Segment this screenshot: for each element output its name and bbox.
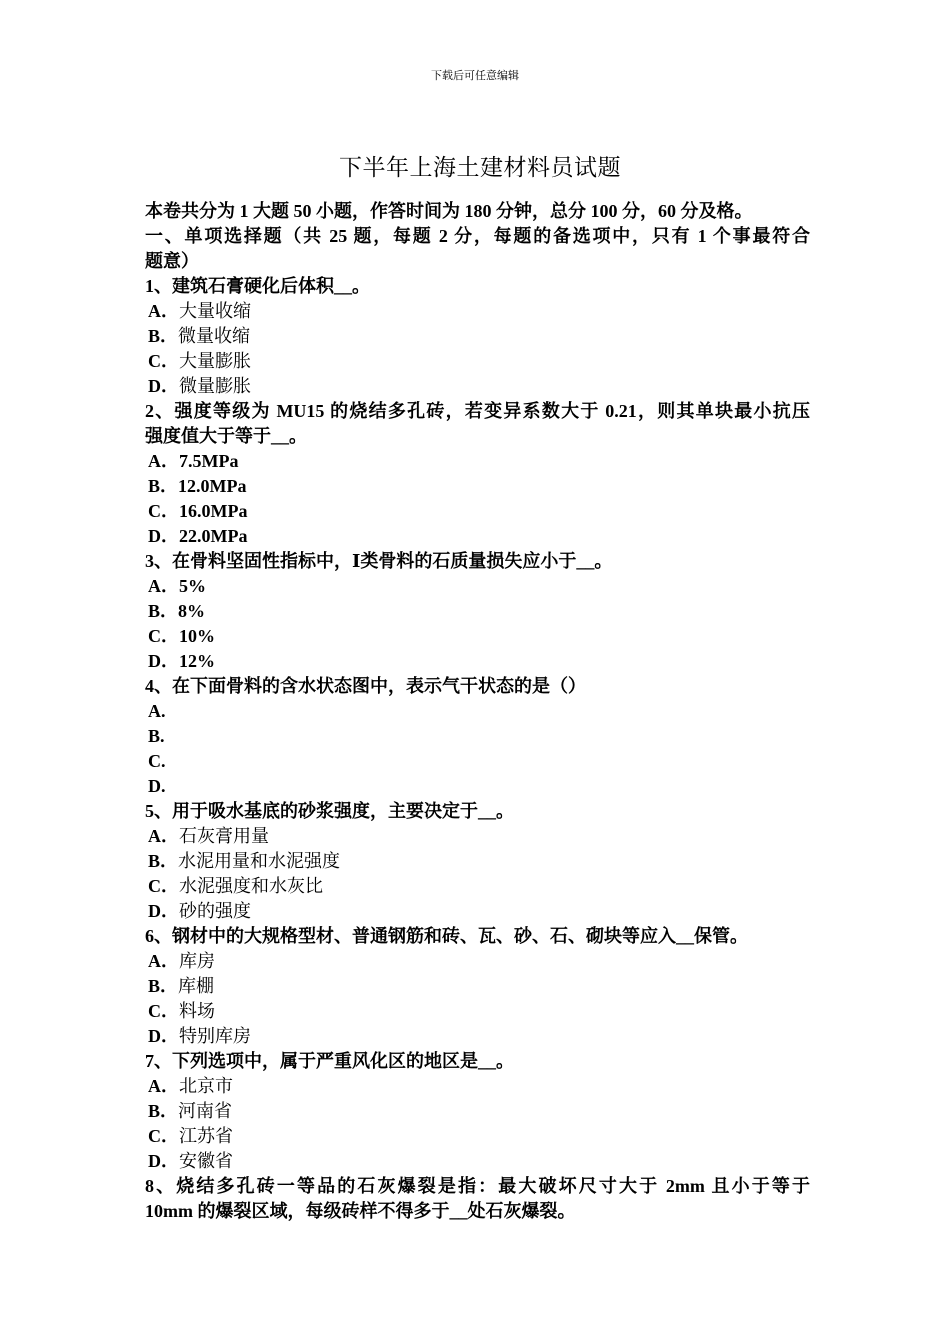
option-letter: D．	[148, 1026, 179, 1046]
option-text: 12%	[179, 651, 215, 671]
option-a	[145, 449, 810, 474]
option-letter: A．	[148, 951, 179, 971]
option-text: 安徽省	[179, 1151, 233, 1171]
option-text: 微量膨胀	[179, 376, 251, 396]
option-letter: B.	[148, 726, 165, 746]
option-letter: C．	[148, 626, 179, 646]
option-text: 7.5MPa	[179, 451, 239, 471]
option-text: 江苏省	[179, 1126, 233, 1146]
option-letter: A．	[148, 451, 179, 471]
option-text: 大量膨胀	[179, 351, 251, 371]
option-text: 特别库房	[179, 1026, 251, 1046]
question-3	[145, 549, 810, 674]
option-text: 22.0MPa	[179, 526, 248, 546]
question-stem: 3、在骨料坚固性指标中，Ⅰ类骨料的石质量损失应小于__。	[145, 551, 613, 571]
option-letter: D．	[148, 1151, 179, 1171]
option-c	[145, 999, 810, 1024]
option-letter: B．	[148, 601, 179, 621]
option-letter: D．	[148, 651, 179, 671]
option-text: 8%	[178, 601, 206, 621]
option-letter: B．	[148, 851, 179, 871]
option-c	[145, 1124, 810, 1149]
option-c	[145, 349, 810, 374]
option-text: 河南省	[178, 1101, 233, 1121]
question-stem: 1、建筑石膏硬化后体积__。	[145, 276, 370, 296]
question-6	[145, 924, 810, 1049]
question-stem: 2、强度等级为 MU15 的烧结多孔砖，若变异系数大于 0.21，则其单块最小抗压	[145, 401, 810, 421]
option-letter: B．	[148, 326, 179, 346]
option-letter: D．	[148, 901, 179, 921]
option-d	[145, 1149, 810, 1174]
option-text: 5%	[179, 576, 206, 596]
option-letter: C．	[148, 1001, 179, 1021]
exam-intro: 本卷共分为 1 大题 50 小题，作答时间为 180 分钟，总分 100 分，60 分及格。	[145, 201, 753, 221]
option-a	[145, 1074, 810, 1099]
option-text: 库棚	[178, 976, 215, 996]
question-4	[145, 674, 810, 799]
option-letter: C．	[148, 1126, 179, 1146]
option-text: 10%	[179, 626, 215, 646]
option-c	[145, 499, 810, 524]
option-c	[145, 624, 810, 649]
option-d	[145, 774, 810, 799]
question-stem: 5、用于吸水基底的砂浆强度，主要决定于__。	[145, 801, 514, 821]
option-letter: C．	[148, 351, 179, 371]
option-b	[145, 974, 810, 999]
option-b	[145, 324, 810, 349]
option-d	[145, 649, 810, 674]
option-text: 砂的强度	[179, 901, 251, 921]
option-b	[145, 1099, 810, 1124]
option-letter: D．	[148, 376, 179, 396]
option-text: 微量收缩	[178, 326, 251, 346]
option-letter: D.	[148, 776, 166, 796]
section-heading-line-2: 题意）	[145, 251, 199, 271]
option-letter: B．	[148, 1101, 179, 1121]
question-8	[145, 1174, 810, 1224]
option-letter: C．	[148, 501, 179, 521]
option-text: 料场	[179, 1001, 215, 1021]
option-text: 水泥用量和水泥强度	[178, 851, 341, 871]
question-stem-continued: 强度值大于等于__。	[145, 426, 307, 446]
option-d	[145, 899, 810, 924]
option-d	[145, 374, 810, 399]
option-d	[145, 524, 810, 549]
option-text: 12.0MPa	[178, 476, 247, 496]
question-1	[145, 274, 810, 399]
option-a	[145, 574, 810, 599]
option-a	[145, 949, 810, 974]
option-d	[145, 1024, 810, 1049]
option-b	[145, 474, 810, 499]
document-title: 下半年上海土建材料员试题	[339, 155, 621, 181]
option-b	[145, 599, 810, 624]
option-text: 石灰膏用量	[179, 826, 269, 846]
page-header: 下载后可任意编辑	[431, 69, 519, 82]
question-stem: 4、在下面骨料的含水状态图中，表示气干状态的是（）	[145, 676, 586, 696]
question-stem: 7、下列选项中，属于严重风化区的地区是__。	[145, 1051, 514, 1071]
option-letter: C．	[148, 876, 179, 896]
option-text: 大量收缩	[179, 301, 251, 321]
question-stem: 6、钢材中的大规格型材、普通钢筋和砖、瓦、砂、石、砌块等应入__保管。	[145, 926, 748, 946]
option-text: 16.0MPa	[179, 501, 248, 521]
option-text: 库房	[179, 951, 215, 971]
option-a	[145, 299, 810, 324]
option-letter: D．	[148, 526, 179, 546]
option-letter: B．	[148, 976, 179, 996]
option-a	[145, 699, 810, 724]
question-2	[145, 399, 810, 549]
option-c	[145, 749, 810, 774]
option-text: 水泥强度和水灰比	[179, 876, 323, 896]
option-letter: A．	[148, 1076, 179, 1096]
option-a	[145, 824, 810, 849]
option-b	[145, 849, 810, 874]
section-heading-line-1: 一、单项选择题（共 25 题，每题 2 分，每题的备选项中，只有 1 个事最符合	[145, 226, 810, 246]
question-stem-continued: 10mm 的爆裂区域，每级砖样不得多于__处石灰爆裂。	[145, 1201, 576, 1221]
option-letter: A.	[148, 701, 166, 721]
document-body	[145, 199, 810, 1224]
question-stem: 8、烧结多孔砖一等品的石灰爆裂是指：最大破坏尺寸大于 2mm 且小于等于	[145, 1176, 810, 1196]
option-letter: A．	[148, 301, 179, 321]
question-7	[145, 1049, 810, 1174]
option-letter: B．	[148, 476, 179, 496]
option-letter: A．	[148, 576, 179, 596]
option-b	[145, 724, 810, 749]
question-5	[145, 799, 810, 924]
option-text: 北京市	[179, 1076, 233, 1096]
option-c	[145, 874, 810, 899]
option-letter: A．	[148, 826, 179, 846]
option-letter: C.	[148, 751, 166, 771]
